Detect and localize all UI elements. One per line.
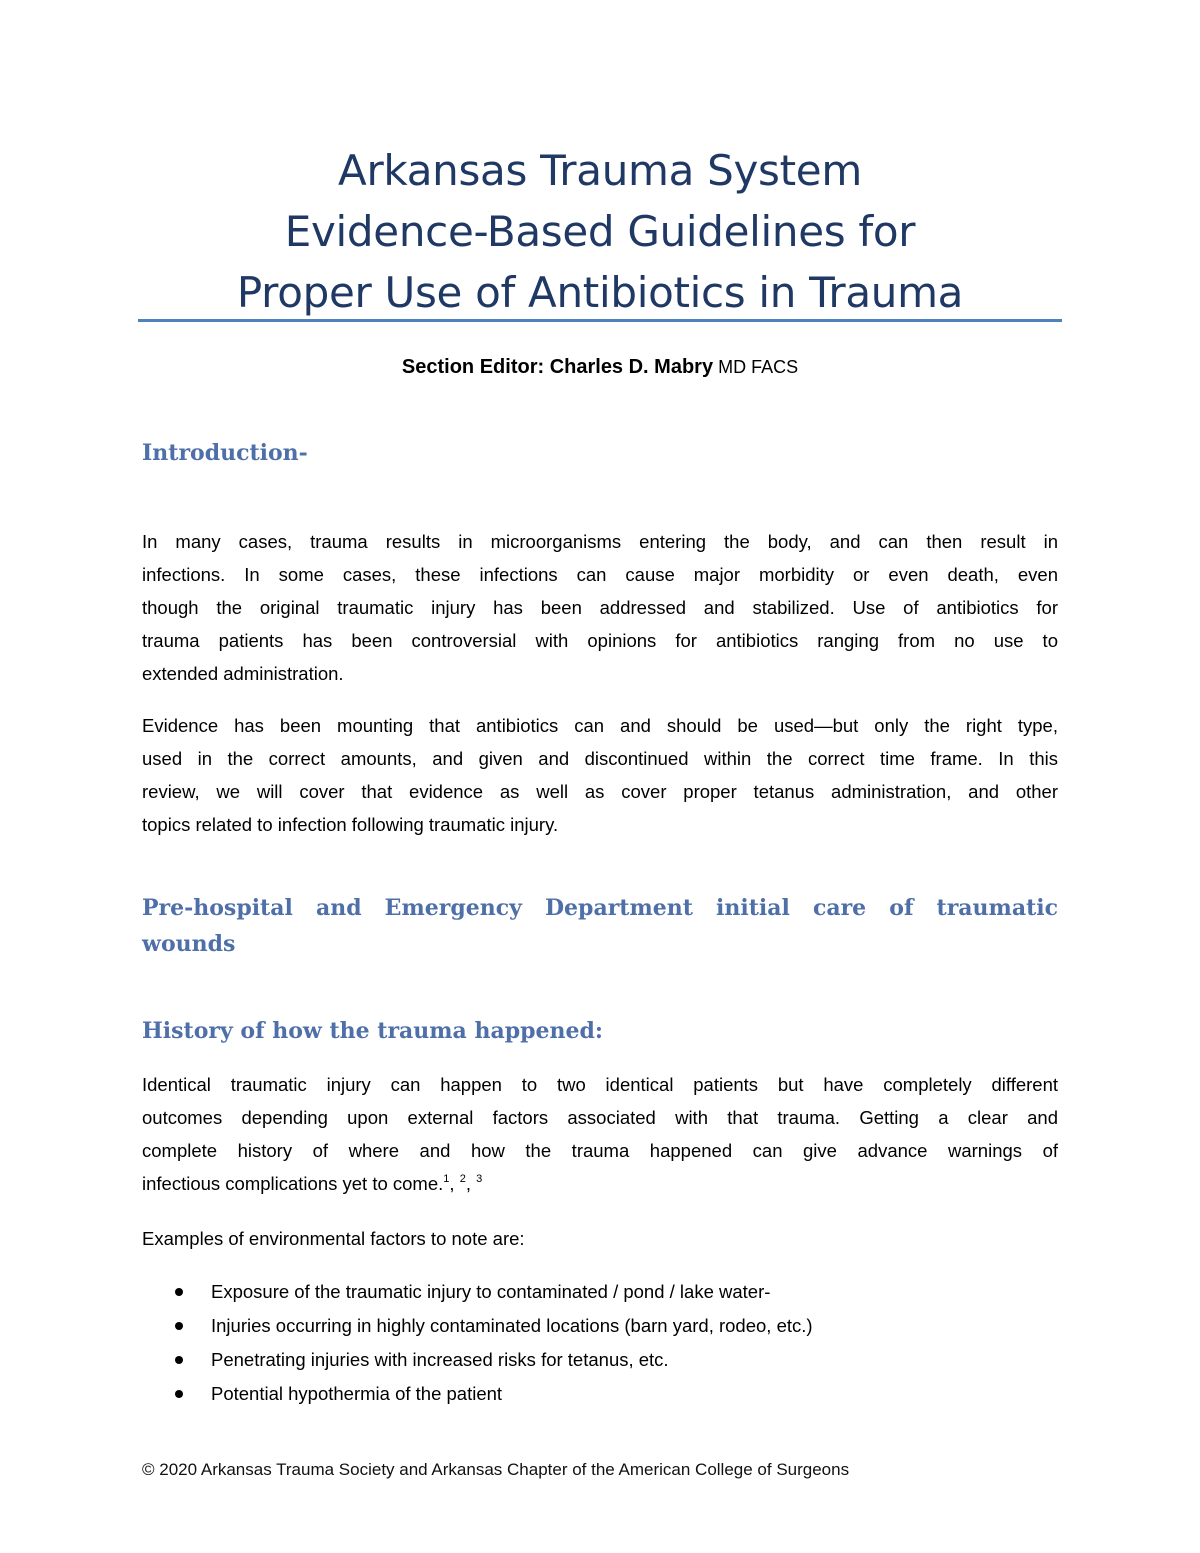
examples-list <box>142 1275 1058 1411</box>
list-item <box>142 1343 1058 1377</box>
footnote-separator: , <box>465 1173 477 1194</box>
text-line: Evidence has been mounting that antibiotics can and should be used—but only the right type, <box>142 715 1058 736</box>
list-item-text: Injuries occurring in highly contaminated locations (barn yard, rodeo, etc.) <box>211 1315 813 1336</box>
introduction-heading: Introduction- <box>142 440 308 466</box>
bullet-icon <box>175 1356 183 1364</box>
text-line: In many cases, trauma results in microorganisms entering the body, and can then result in <box>142 531 1058 552</box>
text-line: topics related to infection following traumatic injury. <box>142 814 559 835</box>
list-item <box>142 1309 1058 1343</box>
section-editor-credentials: MD FACS <box>713 357 799 377</box>
document-title <box>138 140 1062 323</box>
list-item-text: Exposure of the traumatic injury to contaminated / pond / lake water- <box>211 1281 771 1302</box>
text-line: used in the correct amounts, and given and discontinued within the correct time frame. In this <box>142 748 1058 769</box>
list-item-text: Penetrating injuries with increased risks for tetanus, etc. <box>211 1349 669 1370</box>
list-item-text: Potential hypothermia of the patient <box>211 1383 503 1404</box>
title-line-2: Evidence-Based Guidelines for <box>284 207 916 256</box>
text-line: complete history of where and how the trauma happened can give advance warnings of <box>142 1140 1058 1161</box>
text-line: extended administration. <box>142 663 344 684</box>
title-line-3: Proper Use of Antibiotics in Trauma <box>236 268 964 317</box>
section-editor <box>138 356 1062 379</box>
bullet-icon <box>175 1288 183 1296</box>
introduction-paragraph-1 <box>142 525 1058 690</box>
prehospital-section-heading <box>142 890 1058 962</box>
list-item <box>142 1377 1058 1411</box>
footnote-ref[interactable]: 2 <box>459 1173 466 1185</box>
text-line: review, we will cover that evidence as well as cover proper tetanus administration, and other <box>142 781 1058 802</box>
text-line: Examples of environmental factors to note are: <box>142 1228 525 1249</box>
title-underline-rule <box>138 319 1062 322</box>
introduction-paragraph-2 <box>142 709 1058 841</box>
history-heading: History of how the trauma happened: <box>142 1018 603 1044</box>
bullet-icon <box>175 1390 183 1398</box>
list-item <box>142 1275 1058 1309</box>
footnote-ref[interactable]: 3 <box>476 1173 483 1185</box>
page-footer: © 2020 Arkansas Trauma Society and Arkansas Chapter of the American College of Surgeons <box>142 1460 850 1479</box>
text-line: trauma patients has been controversial with opinions for antibiotics ranging from no use to <box>142 630 1058 651</box>
text-line: infections. In some cases, these infections can cause major morbidity or even death, even <box>142 564 1058 585</box>
text-line <box>142 1167 1058 1200</box>
title-line-1: Arkansas Trauma System <box>338 146 862 195</box>
heading-line: Pre-hospital and Emergency Department initial care of traumatic <box>142 895 1058 921</box>
text-line: outcomes depending upon external factors associated with that trauma. Getting a clear and <box>142 1107 1058 1128</box>
bullet-icon <box>175 1322 183 1330</box>
heading-line: wounds <box>142 931 236 957</box>
text-line: though the original traumatic injury has been addressed and stabilized. Use of antibiotics for <box>142 597 1058 618</box>
text-line-content: infectious complications yet to come. <box>142 1173 444 1194</box>
footnote-separator: , <box>449 1173 460 1194</box>
text-line: Identical traumatic injury can happen to two identical patients but have completely different <box>142 1074 1058 1095</box>
history-paragraph <box>142 1068 1058 1200</box>
section-editor-name: Section Editor: Charles D. Mabry <box>401 356 714 378</box>
footnote-ref[interactable]: 1 <box>443 1173 450 1185</box>
examples-intro <box>142 1222 1058 1255</box>
